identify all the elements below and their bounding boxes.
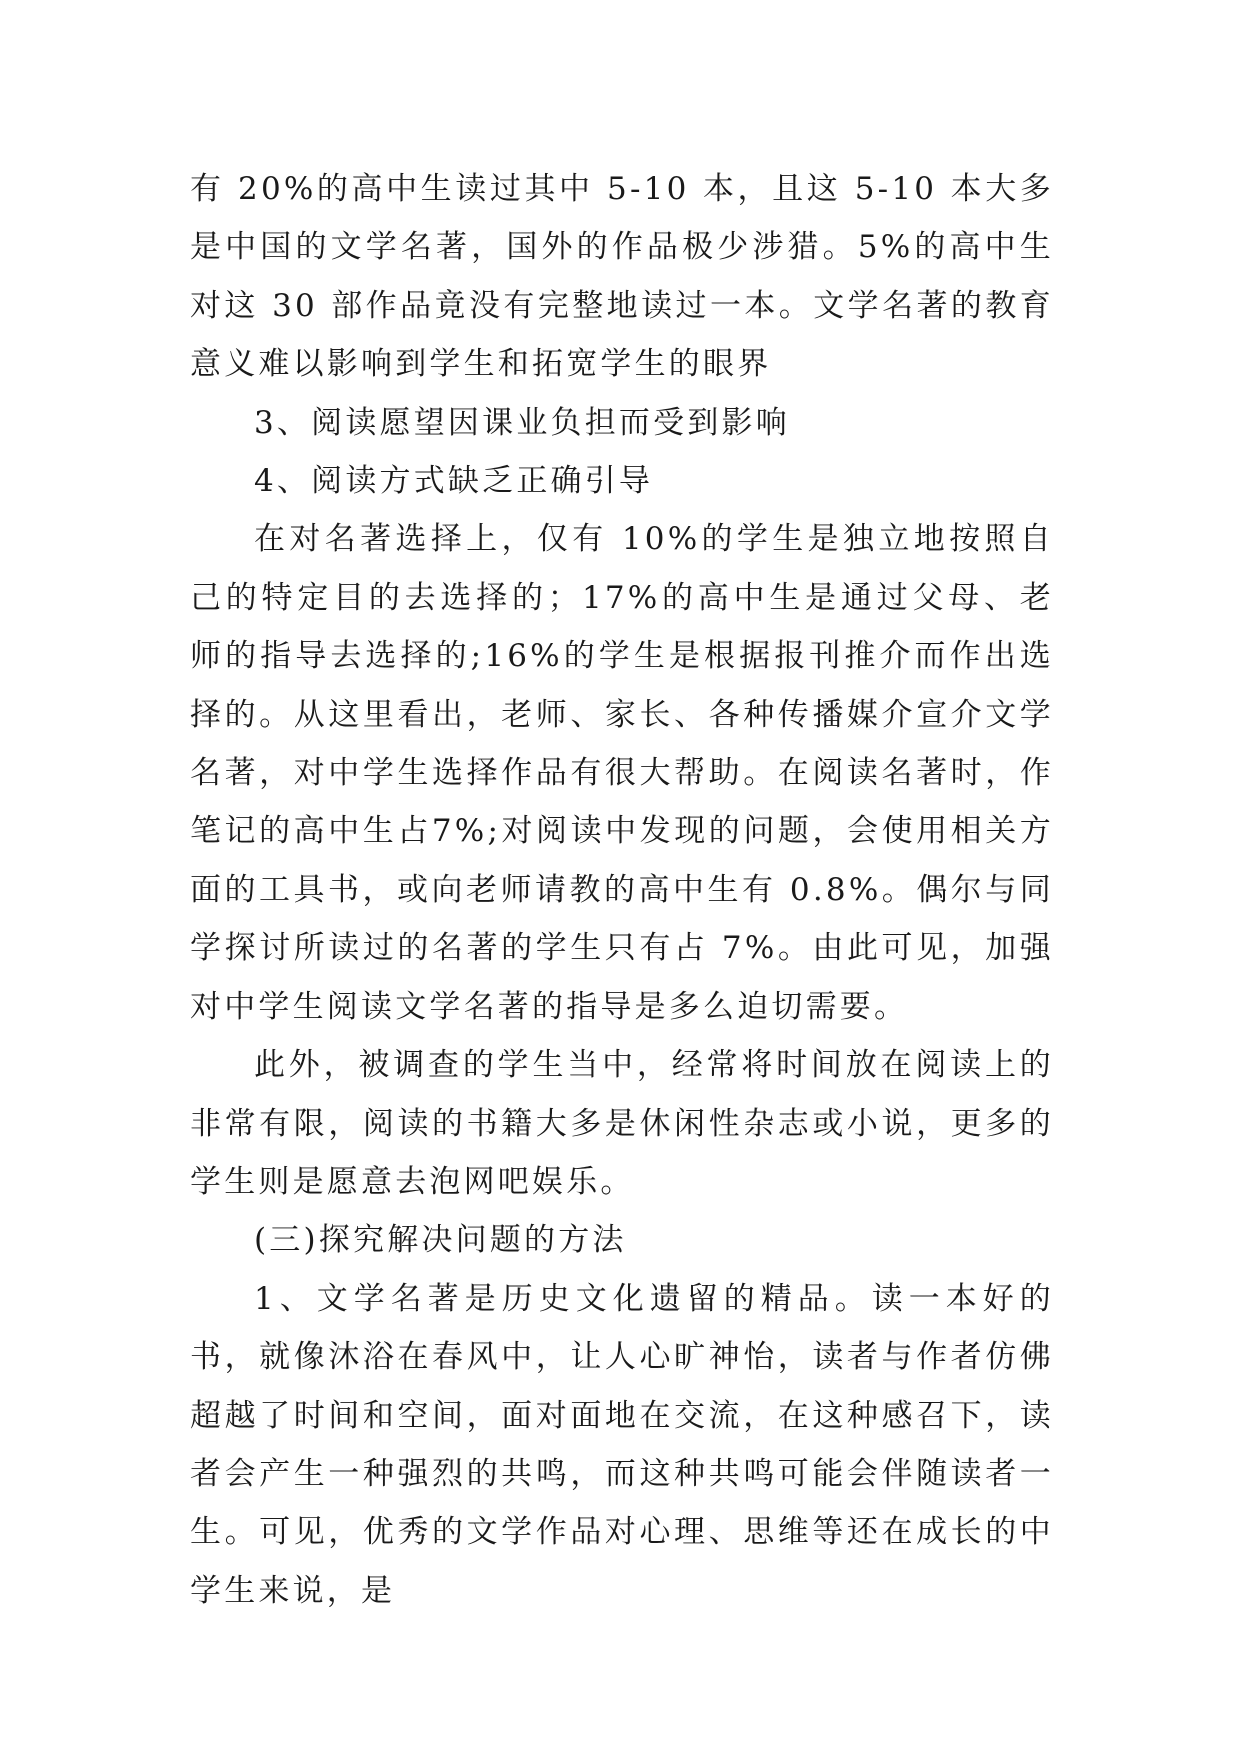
section-heading-solutions: (三)探究解决问题的方法	[254, 1222, 627, 1259]
paragraph-selection-guidance: 在对名著选择上，仅有 10%的学生是独立地按照自己的特定目的去选择的；17%的高中生是通过父母、老师的指导去选择的;16%的学生是根据报刊推介而作出选择的。从这里看出，老师、家长、各种传播媒介宣介文学名著，对中学生选择作品有很大帮助。在阅读名著时，作笔记的高中生占7%;对阅读中发现的问题，会使用相关方面的工具书，或向老师请教的高中生有 0.8%。偶尔与同学探讨所读过的名著的学生只有占 7%。由此可见，加强对中学生阅读文学名著的指导是多么迫切需要。	[190, 521, 1054, 1025]
paragraph-point-4: 4、阅读方式缺乏正确引导	[254, 463, 654, 500]
paragraph-solution-1: 1、文学名著是历史文化遗留的精品。读一本好的书，就像沐浴在春风中，让人心旷神怡，读者与作者仿佛超越了时间和空间，面对面地在交流，在这种感召下，读者会产生一种强烈的共鸣，而这种共鸣可能会伴随读者一生。可见，优秀的文学作品对心理、思维等还在成长的中学生来说，是	[190, 1280, 1054, 1609]
document-body	[190, 160, 1054, 1620]
paragraph-point-3: 3、阅读愿望因课业负担而受到影响	[254, 404, 790, 441]
paragraph-reading-stats: 有 20%的高中生读过其中 5-10 本，且这 5-10 本大多是中国的文学名著，国外的作品极少涉猎。5%的高中生对这 30 部作品竟没有完整地读过一本。文学名著的教育意义难以影响到学生和拓宽学生的眼界	[190, 171, 1054, 383]
paragraph-leisure-reading: 此外，被调查的学生当中，经常将时间放在阅读上的非常有限，阅读的书籍大多是休闲性杂志或小说，更多的学生则是愿意去泡网吧娱乐。	[190, 1047, 1054, 1200]
